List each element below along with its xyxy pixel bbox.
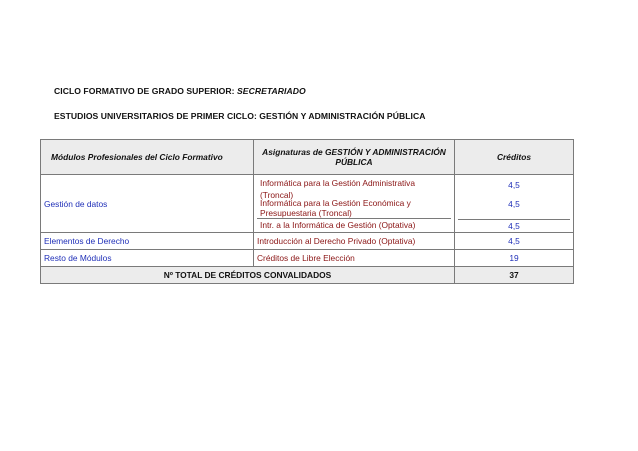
modulo-cell: Resto de Módulos xyxy=(41,250,254,267)
asignatura-line: Informática para la Gestión Económica y Presupuestaria (Troncal) xyxy=(260,197,411,218)
ciclo-value: SECRETARIADO xyxy=(237,86,306,96)
ciclo-formativo-heading xyxy=(54,86,306,96)
creditos-cell: 4,5 xyxy=(455,233,574,250)
table-row xyxy=(41,175,574,233)
col-header-creditos: Créditos xyxy=(455,140,574,175)
estudios-heading: ESTUDIOS UNIVERSITARIOS DE PRIMER CICLO: GESTIÓN Y ADMINISTRACIÓN PÚBLICA xyxy=(54,111,426,121)
asignatura-cell: Introducción al Derecho Privado (Optativa) xyxy=(254,233,455,250)
table-header-row xyxy=(41,140,574,175)
ciclo-prefix: CICLO FORMATIVO DE GRADO SUPERIOR: xyxy=(54,86,238,96)
col-header-modulos: Módulos Profesionales del Ciclo Formativo xyxy=(41,140,254,175)
creditos-cell xyxy=(455,175,574,233)
col-header-asignaturas: Asignaturas de GESTIÓN Y ADMINISTRACIÓN PÚBLICA xyxy=(254,140,455,175)
creditos-value: 4,5 xyxy=(508,180,520,190)
asignatura-line: Informática para la Gestión Administrativa (Troncal) xyxy=(260,177,416,200)
creditos-cell: 19 xyxy=(455,250,574,267)
creditos-value: 4,5 xyxy=(508,199,520,209)
asignatura-line: Intr. a la Informática de Gestión (Optativa) xyxy=(257,218,451,231)
total-label: Nº TOTAL DE CRÉDITOS CONVALIDADOS xyxy=(41,267,455,284)
asignaturas-cell xyxy=(254,175,455,233)
table-row xyxy=(41,250,574,267)
modulo-cell: Gestión de datos xyxy=(41,175,254,233)
modulo-cell: Elementos de Derecho xyxy=(41,233,254,250)
total-value: 37 xyxy=(455,267,574,284)
total-row xyxy=(41,267,574,284)
creditos-value: 4,5 xyxy=(458,219,570,232)
convalidaciones-table xyxy=(40,139,574,284)
table-row xyxy=(41,233,574,250)
asignatura-cell: Créditos de Libre Elección xyxy=(254,250,455,267)
